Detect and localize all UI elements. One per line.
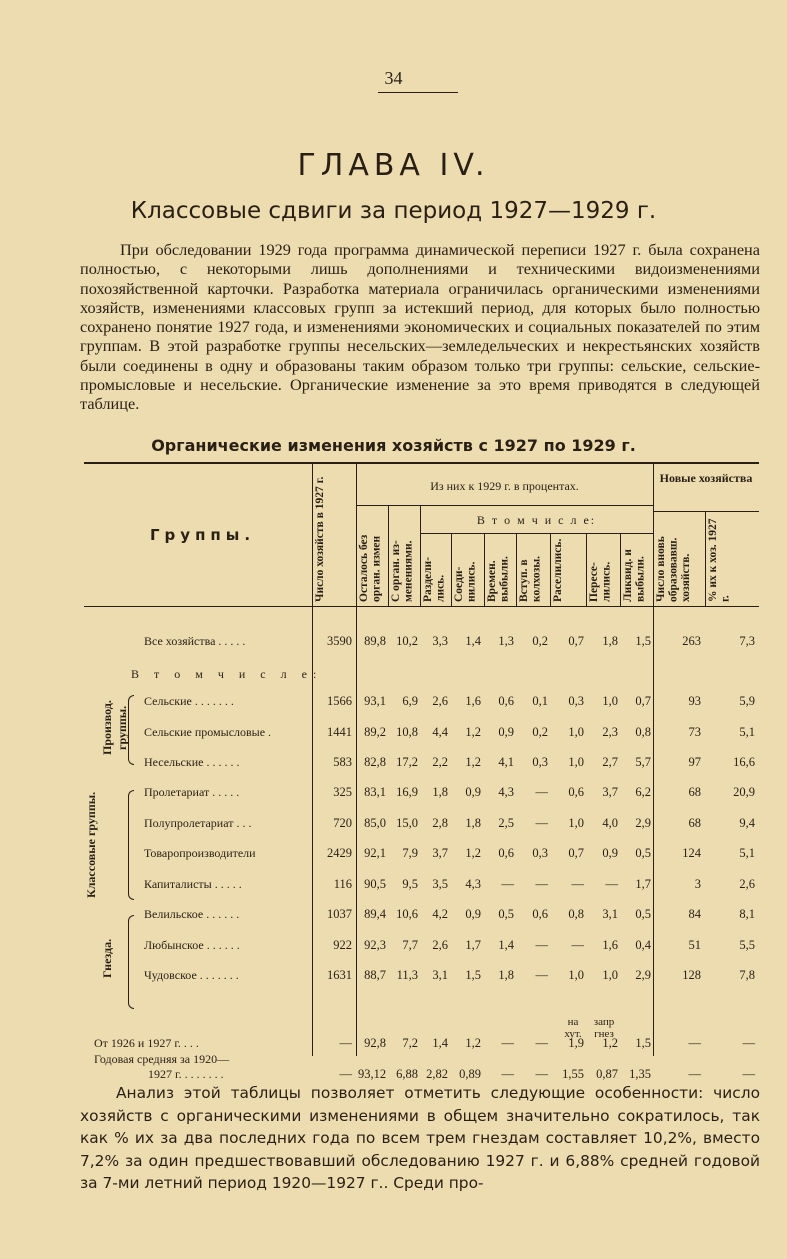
table-cell: 17,2 xyxy=(396,755,418,769)
table-cell: 263 xyxy=(682,634,701,648)
table-cell: — xyxy=(535,1067,548,1081)
table-cell: 73 xyxy=(688,725,701,739)
table-cell: 68 xyxy=(688,785,701,799)
row-label: Сельские промысловые . xyxy=(144,725,272,739)
table-cell: 93,1 xyxy=(364,694,386,708)
table-cell: 3 xyxy=(694,877,701,891)
table-cell: 0,2 xyxy=(532,725,548,739)
table-cell: 116 xyxy=(333,877,352,891)
table-cell: 1037 xyxy=(327,907,352,921)
table-cell: 5,1 xyxy=(739,846,755,860)
percent-group-header: Из них к 1929 г. в процентах. xyxy=(430,479,579,493)
sub-header-resettled-out: Раселились. xyxy=(552,538,564,602)
chapter-title: ГЛАВА IV. xyxy=(297,148,490,183)
new-households-header: Новые хозяйства xyxy=(659,471,753,485)
table-cell: 0,6 xyxy=(498,846,514,860)
table-cell: 97 xyxy=(688,755,701,769)
table-cell: 583 xyxy=(333,755,352,769)
in-that-number-header: В т о м ч и с л е: xyxy=(476,513,597,527)
table-cell: 88,7 xyxy=(364,968,386,982)
table-cell: — xyxy=(501,877,514,891)
table-cell: 0,3 xyxy=(532,755,548,769)
table-cell: 0,3 xyxy=(532,846,548,860)
new-percent-header: % их к хоз. 1927 г. xyxy=(707,518,732,602)
unchanged-header: Осталось без орган. измен xyxy=(358,534,383,602)
table-cell: 1,0 xyxy=(568,755,584,769)
row-avg-label-1: Годовая средняя за 1920— xyxy=(94,1052,230,1066)
row-label: Капиталисты . . . . . xyxy=(144,877,242,891)
table-cell: 8,1 xyxy=(739,907,755,921)
table-cell: 2,6 xyxy=(739,877,755,891)
table-cell: — xyxy=(535,968,548,982)
table-cell: 3,1 xyxy=(602,907,618,921)
col-rule xyxy=(484,533,485,606)
table-cell: 5,7 xyxy=(635,755,651,769)
sub-header-joined: Соединились. xyxy=(453,561,478,602)
chud-note-hut: на хут. xyxy=(564,1016,582,1040)
table-cell: 92,3 xyxy=(364,938,386,952)
row-label: Чудовское . . . . . . . xyxy=(144,968,239,982)
table-cell: 3,3 xyxy=(432,634,448,648)
table-cell: 11,3 xyxy=(396,968,418,982)
table-cell: 1,2 xyxy=(465,1036,481,1050)
table-cell: 9,4 xyxy=(739,816,755,830)
table-cell: 9,5 xyxy=(402,877,418,891)
table-cell: 3,1 xyxy=(432,968,448,982)
table-cell: 2,3 xyxy=(602,725,618,739)
table-cell: 4,2 xyxy=(432,907,448,921)
production-groups-brace xyxy=(128,695,134,765)
col-rule xyxy=(705,511,706,606)
table-cell: 93 xyxy=(688,694,701,708)
table-cell: 1,0 xyxy=(602,694,618,708)
class-groups-brace xyxy=(128,790,134,900)
table-cell: 3,5 xyxy=(432,877,448,891)
groups-header: Группы. xyxy=(150,526,256,544)
sub-header-relocated: Переселились. xyxy=(588,561,613,602)
table-cell: 2,6 xyxy=(432,938,448,952)
table-cell: 1,5 xyxy=(635,634,651,648)
table-cell: 1,5 xyxy=(465,968,481,982)
table-cell: 1,7 xyxy=(465,938,481,952)
table-cell: 1,35 xyxy=(629,1067,651,1081)
col-rule xyxy=(388,505,389,606)
table-cell: 0,8 xyxy=(635,725,651,739)
table-cell: 89,8 xyxy=(364,634,386,648)
table-cell: 92,1 xyxy=(364,846,386,860)
row-label: Любынское . . . . . . xyxy=(144,938,240,952)
table-cell: 1,8 xyxy=(498,968,514,982)
table-cell: 0,6 xyxy=(498,694,514,708)
table-cell: 1,0 xyxy=(568,816,584,830)
table-cell: 325 xyxy=(333,785,352,799)
table-cell: — xyxy=(605,877,618,891)
table-cell: 2,6 xyxy=(432,694,448,708)
table-cell: 0,5 xyxy=(635,907,651,921)
col-rule xyxy=(312,462,313,1056)
subheader-rule-3 xyxy=(653,511,759,512)
table-cell: 1,4 xyxy=(432,1036,448,1050)
table-cell: 720 xyxy=(333,816,352,830)
table-cell: 2,82 xyxy=(426,1067,448,1081)
table-cell: 84 xyxy=(688,907,701,921)
row-label: Полупролетариат . . . xyxy=(144,816,252,830)
table-cell: 10,8 xyxy=(396,725,418,739)
col-rule xyxy=(451,533,452,606)
table-cell: — xyxy=(742,1067,755,1081)
table-cell: — xyxy=(571,938,584,952)
table-cell: 3590 xyxy=(327,634,352,648)
table-cell: 2,7 xyxy=(602,755,618,769)
table-cell: 7,2 xyxy=(402,1036,418,1050)
analysis-paragraph: Анализ этой таблицы позволяет отметить следующие особенности: число хозяйств с органическими изменениями в общем значительно сократилось, так как % их за два последних года по всем трем гнездам составляет 10,2%, вместо 7,2% за один предшествовавший обследованию 1927 г. и 6,88% средней годовой за 7-ми летний период 1920—1927 г.. Среди про- xyxy=(80,1084,760,1192)
table-cell: 1,8 xyxy=(602,634,618,648)
table-cell: — xyxy=(571,877,584,891)
row-label: Пролетариат . . . . . xyxy=(144,785,240,799)
col-rule xyxy=(620,533,621,606)
row-avg-label-2: 1927 г. . . . . . . . xyxy=(148,1067,224,1081)
table-cell: 4,3 xyxy=(465,877,481,891)
table-cell: 10,2 xyxy=(396,634,418,648)
table-cell: 1,7 xyxy=(635,877,651,891)
chapter-subtitle: Классовые сдвиги за период 1927—1929 г. xyxy=(130,198,657,224)
table-cell: 16,9 xyxy=(396,785,418,799)
table-cell: 6,88 xyxy=(396,1067,418,1081)
table-cell: 1,0 xyxy=(602,968,618,982)
table-cell: 1,4 xyxy=(498,938,514,952)
table-cell: 7,3 xyxy=(739,634,755,648)
table-cell: — xyxy=(742,1036,755,1050)
table-cell: 0,87 xyxy=(596,1067,618,1081)
table-cell: 89,4 xyxy=(364,907,386,921)
table-cell: 0,9 xyxy=(465,785,481,799)
table-cell: 0,4 xyxy=(635,938,651,952)
row-label: Несельские . . . . . . xyxy=(144,755,240,769)
table-cell: 2429 xyxy=(327,846,352,860)
table-cell: 3,7 xyxy=(602,785,618,799)
table-cell: 90,5 xyxy=(364,877,386,891)
table-cell: 93,12 xyxy=(358,1067,387,1081)
analysis-text xyxy=(80,1082,760,1195)
sub-header-kolkhoz: Вступ. в колхозы. xyxy=(518,555,543,602)
table-cell: 1,9 xyxy=(568,1036,584,1050)
table-cell: 1,0 xyxy=(568,968,584,982)
table-cell: 1,8 xyxy=(432,785,448,799)
row-label: Все хозяйства . . . . . xyxy=(144,634,246,648)
table-cell: 0,89 xyxy=(459,1067,481,1081)
table-cell: 1,3 xyxy=(498,634,514,648)
table-cell: 2,2 xyxy=(432,755,448,769)
table-top-rule xyxy=(84,462,759,464)
col-rule xyxy=(516,533,517,606)
class-groups-label: Классовые группы. xyxy=(84,791,98,899)
table-cell: 922 xyxy=(333,938,352,952)
table-cell: 3,7 xyxy=(432,846,448,860)
table-cell: 20,9 xyxy=(733,785,755,799)
table-cell: 4,0 xyxy=(602,816,618,830)
subheader-rule-1 xyxy=(356,505,653,506)
table-cell: 0,5 xyxy=(635,846,651,860)
table-cell: 1,0 xyxy=(568,725,584,739)
table-cell: 16,6 xyxy=(733,755,755,769)
table-cell: 89,2 xyxy=(364,725,386,739)
table-cell: 1,4 xyxy=(465,634,481,648)
table-cell: 15,0 xyxy=(396,816,418,830)
changed-header: С орган. изменениями. xyxy=(390,540,415,602)
table-cell: 7,8 xyxy=(739,968,755,982)
in-that-number-row-label: В т о м ч и с л е: xyxy=(131,667,323,681)
intro-paragraph: При обследовании 1929 года программа динамической переписи 1927 г. была сохранена полностью, с некоторыми лишь дополнениями и техническими видоизменениями похозяйственной карточки. Разработка материала ограничилась органическими изменениями хозяйств, изменениями классовых групп за истекший период, для которых было полностью сохранено понятие 1927 года, и изменениями экономических и социальных показателей по этим группам. В этой разработке группы несельских—земледельческих и некрестьянских хозяйств были соединены в одну и образованы таким образом только три группы: сельские, сельские-промысловые и несельские. Органические изменение за это время приводятся в следующей таблице. xyxy=(80,240,760,414)
table-cell: 0,9 xyxy=(498,725,514,739)
table-cell: — xyxy=(535,1036,548,1050)
table-cell: — xyxy=(688,1067,701,1081)
table-cell: 1,2 xyxy=(465,725,481,739)
sub-header-liquidated: Ликвид. и выбыли. xyxy=(622,549,647,602)
table-cell: 1,6 xyxy=(602,938,618,952)
table-cell: — xyxy=(339,1036,352,1050)
table-cell: 0,3 xyxy=(568,694,584,708)
table-cell: 0,7 xyxy=(568,634,584,648)
new-count-header: Число вновь образовавш. хозяйств. xyxy=(655,536,692,602)
table-cell: 0,9 xyxy=(465,907,481,921)
table-cell: — xyxy=(535,785,548,799)
table-cell: 0,6 xyxy=(532,907,548,921)
table-cell: — xyxy=(535,877,548,891)
table-cell: 0,5 xyxy=(498,907,514,921)
table-cell: 1,55 xyxy=(562,1067,584,1081)
table-cell: — xyxy=(501,1067,514,1081)
table-cell: 0,7 xyxy=(635,694,651,708)
nest-groups-label: Гнезда. xyxy=(100,938,114,978)
table-cell: 0,2 xyxy=(532,634,548,648)
count-1927-header: Число хозяйств в 1927 г. xyxy=(314,476,326,602)
table-cell: 124 xyxy=(682,846,701,860)
row-label: Сельские . . . . . . . xyxy=(144,694,234,708)
table-cell: 1,5 xyxy=(635,1036,651,1050)
table-cell: 7,7 xyxy=(402,938,418,952)
row-label: Велильское . . . . . . xyxy=(144,907,240,921)
col-rule xyxy=(586,533,587,606)
col-rule xyxy=(653,462,654,1056)
table-cell: 0,6 xyxy=(568,785,584,799)
col-rule xyxy=(356,462,357,1056)
nest-groups-brace xyxy=(128,915,134,1009)
page-number: 34 xyxy=(384,68,403,88)
table-cell: — xyxy=(535,816,548,830)
table-cell: — xyxy=(688,1036,701,1050)
table-cell: 83,1 xyxy=(364,785,386,799)
table-cell: 5,5 xyxy=(739,938,755,952)
table-cell: 0,9 xyxy=(602,846,618,860)
table-cell: 1,8 xyxy=(465,816,481,830)
table-cell: 2,8 xyxy=(432,816,448,830)
table-cell: 10,6 xyxy=(396,907,418,921)
table-cell: 4,4 xyxy=(432,725,448,739)
table-cell: — xyxy=(339,1067,352,1081)
table-cell: 1,2 xyxy=(602,1036,618,1050)
table-cell: 68 xyxy=(688,816,701,830)
table-cell: 1441 xyxy=(327,725,352,739)
table-cell: 2,9 xyxy=(635,968,651,982)
table-cell: 4,1 xyxy=(498,755,514,769)
sub-header-divided: Разделились. xyxy=(422,556,447,602)
table-cell: 0,1 xyxy=(532,694,548,708)
production-groups-label: Производ. группы. xyxy=(100,700,129,756)
table-title: Органические изменения хозяйств с 1927 по 1929 г. xyxy=(151,436,636,455)
table-cell: 5,9 xyxy=(739,694,755,708)
table-cell: 85,0 xyxy=(364,816,386,830)
header-bottom-rule xyxy=(84,606,759,607)
subheader-rule-2 xyxy=(420,533,653,534)
table-cell: 5,1 xyxy=(739,725,755,739)
table-cell: 2,5 xyxy=(498,816,514,830)
col-rule xyxy=(550,533,551,606)
table-cell: 128 xyxy=(682,968,701,982)
table-cell: 6,2 xyxy=(635,785,651,799)
chud-note-nest: запр гнез xyxy=(593,1016,615,1040)
table-cell: 6,9 xyxy=(402,694,418,708)
table-cell: 1631 xyxy=(327,968,352,982)
table-cell: 92,8 xyxy=(364,1036,386,1050)
table-cell: 7,9 xyxy=(402,846,418,860)
table-cell: — xyxy=(501,1036,514,1050)
table-cell: 1,6 xyxy=(465,694,481,708)
table-cell: 2,9 xyxy=(635,816,651,830)
table-cell: 1,2 xyxy=(465,846,481,860)
sub-header-temp-left: Времен. выбыли. xyxy=(486,556,511,602)
table-cell: 1,2 xyxy=(465,755,481,769)
table-cell: 0,8 xyxy=(568,907,584,921)
table-cell: 51 xyxy=(688,938,701,952)
table-cell: 4,3 xyxy=(498,785,514,799)
table-cell: 0,7 xyxy=(568,846,584,860)
row-1926-label: От 1926 и 1927 г. . . . xyxy=(94,1036,199,1050)
table-cell: 82,8 xyxy=(364,755,386,769)
table-cell: — xyxy=(535,938,548,952)
table-cell: 1566 xyxy=(327,694,352,708)
row-label: Товаропроизводители xyxy=(144,846,256,860)
